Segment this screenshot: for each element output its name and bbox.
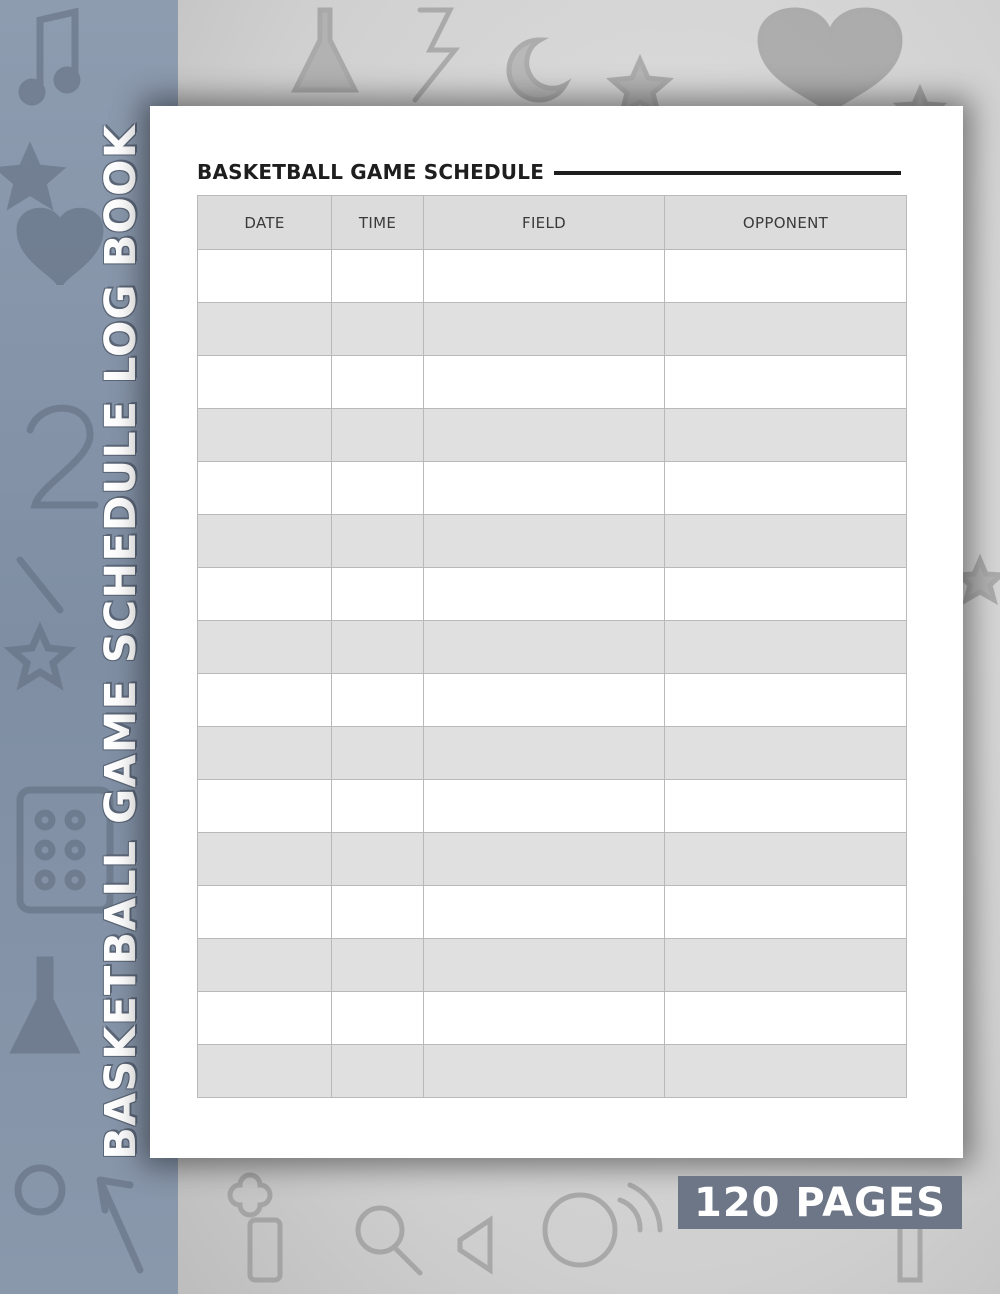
table-row: [198, 833, 907, 886]
field-cell: [424, 303, 665, 356]
opponent-cell: [665, 462, 907, 515]
field-cell: [424, 568, 665, 621]
date-cell: [198, 568, 332, 621]
field-cell: [424, 939, 665, 992]
time-cell: [332, 780, 424, 833]
opponent-cell: [665, 1045, 907, 1098]
time-cell: [332, 303, 424, 356]
phone-waves-doodle: [620, 1185, 660, 1230]
schedule-page: [150, 106, 963, 1158]
opponent-cell: [665, 303, 907, 356]
table-row: [198, 303, 907, 356]
field-cell: [424, 1045, 665, 1098]
date-cell: [198, 992, 332, 1045]
time-cell: [332, 515, 424, 568]
flower-doodle: [230, 1175, 270, 1215]
table-row: [198, 356, 907, 409]
table-row: [198, 568, 907, 621]
opponent-cell: [665, 409, 907, 462]
date-cell: [198, 780, 332, 833]
field-cell: [424, 674, 665, 727]
date-cell: [198, 727, 332, 780]
star-icon-right: [959, 560, 1000, 600]
field-cell: [424, 833, 665, 886]
field-cell: [424, 992, 665, 1045]
field-cell: [424, 356, 665, 409]
opponent-cell: [665, 886, 907, 939]
table-row: [198, 462, 907, 515]
table-row: [198, 250, 907, 303]
date-cell: [198, 1045, 332, 1098]
pencil-doodle: [20, 560, 60, 610]
spine-title: BASKETBALL GAME SCHEDULE LOG BOOK: [96, 124, 146, 1160]
time-cell: [332, 727, 424, 780]
table-body: [198, 250, 907, 1098]
page-heading: BASKETBALL GAME SCHEDULE: [197, 160, 545, 184]
opponent-cell: [665, 992, 907, 1045]
date-cell: [198, 250, 332, 303]
date-cell: [198, 462, 332, 515]
megaphone-doodle: [460, 1220, 490, 1270]
table-row: [198, 1045, 907, 1098]
date-cell: [198, 621, 332, 674]
table-row: [198, 515, 907, 568]
arrow-doodle: [100, 1180, 140, 1270]
date-cell: [198, 515, 332, 568]
flask-doodle: [15, 960, 75, 1050]
time-cell: [332, 409, 424, 462]
opponent-cell: [665, 568, 907, 621]
schedule-table: [197, 195, 907, 1098]
opponent-cell: [665, 833, 907, 886]
heart-doodle-top: [760, 10, 900, 115]
table-row: [198, 409, 907, 462]
moon-doodle: [509, 40, 565, 100]
table-row: [198, 886, 907, 939]
magnifier-doodle: [358, 1208, 402, 1252]
field-cell: [424, 621, 665, 674]
table-row: [198, 780, 907, 833]
column-header-date: DATE: [198, 196, 332, 250]
table-row: [198, 727, 907, 780]
table-row: [198, 939, 907, 992]
opponent-cell: [665, 674, 907, 727]
battery-doodle: [250, 1220, 280, 1280]
table-row: [198, 621, 907, 674]
time-cell: [332, 939, 424, 992]
table-row: [198, 992, 907, 1045]
number-two-doodle: [30, 408, 95, 505]
time-cell: [332, 833, 424, 886]
opponent-cell: [665, 780, 907, 833]
phone-doodle: [545, 1195, 615, 1265]
opponent-cell: [665, 939, 907, 992]
date-cell: [198, 939, 332, 992]
field-cell: [424, 780, 665, 833]
field-cell: [424, 462, 665, 515]
column-header-opponent: OPPONENT: [665, 196, 907, 250]
time-cell: [332, 886, 424, 939]
field-cell: [424, 409, 665, 462]
flask-doodle-top: [295, 10, 355, 90]
lightning-doodle: [415, 10, 455, 100]
page-heading-row: [197, 160, 901, 184]
time-cell: [332, 992, 424, 1045]
field-cell: [424, 727, 665, 780]
opponent-cell: [665, 250, 907, 303]
time-cell: [332, 1045, 424, 1098]
field-cell: [424, 250, 665, 303]
time-cell: [332, 462, 424, 515]
date-cell: [198, 409, 332, 462]
time-cell: [332, 250, 424, 303]
heart-icon: [20, 211, 100, 285]
star-outline-icon: [12, 630, 68, 683]
date-cell: [198, 674, 332, 727]
date-cell: [198, 303, 332, 356]
field-cell: [424, 515, 665, 568]
gear-icon: [18, 1168, 62, 1212]
table-row: [198, 674, 907, 727]
opponent-cell: [665, 727, 907, 780]
heading-rule: [554, 171, 901, 175]
date-cell: [198, 356, 332, 409]
opponent-cell: [665, 356, 907, 409]
star-icon: [2, 150, 58, 203]
date-cell: [198, 886, 332, 939]
table-header-row: [198, 196, 907, 250]
time-cell: [332, 356, 424, 409]
time-cell: [332, 621, 424, 674]
opponent-cell: [665, 621, 907, 674]
time-cell: [332, 568, 424, 621]
field-cell: [424, 886, 665, 939]
time-cell: [332, 674, 424, 727]
opponent-cell: [665, 515, 907, 568]
date-cell: [198, 833, 332, 886]
column-header-field: FIELD: [424, 196, 665, 250]
page-count-badge: 120 PAGES: [678, 1176, 962, 1229]
column-header-time: TIME: [332, 196, 424, 250]
